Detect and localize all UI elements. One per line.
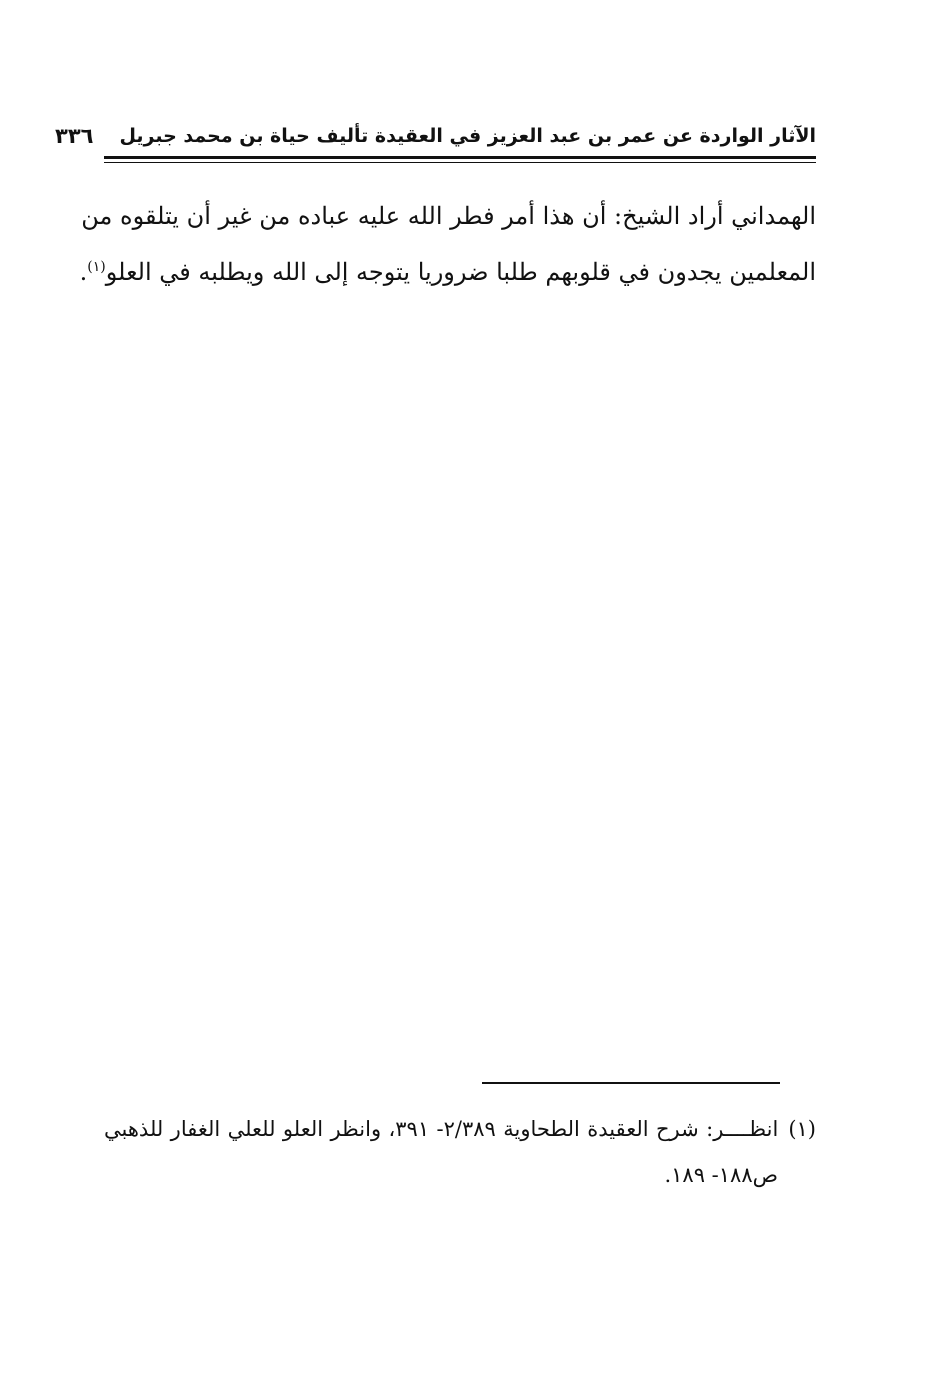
footnote-separator xyxy=(482,1082,780,1084)
body-line-2 xyxy=(79,244,816,300)
running-header xyxy=(55,118,816,154)
header-rule-thick xyxy=(104,156,816,159)
footnote-marker: (١) xyxy=(788,1117,816,1141)
body-line-2-text: المعلمين يجدون في قلوبهم طلبا ضروريا يتوجه إلى الله ويطلبه في العلو xyxy=(105,258,816,286)
page-number: ٣٣٦ xyxy=(55,124,94,148)
body-text xyxy=(79,188,816,300)
header-rule-thin xyxy=(104,162,816,163)
footnote-line-2: ص١٨٨- ١٨٩. xyxy=(664,1163,778,1187)
footnote-line-1 xyxy=(104,1106,816,1152)
body-line-2-end: . xyxy=(79,258,88,286)
header-title: الآثار الواردة عن عمر بن عبد العزيز في العقيدة تأليف حياة بن محمد جبريل xyxy=(119,125,816,147)
footnote-line-1-text: انظــــر: شرح العقيدة الطحاوية ٢/٣٨٩- ٣٩١، وانظر العلو للعلي الغفار للذهبي xyxy=(104,1117,779,1141)
footnotes xyxy=(104,1106,816,1198)
body-line-1: الهمداني أراد الشيخ: أن هذا أمر فطر الله عليه عباده من غير أن يتلقوه من xyxy=(81,202,816,230)
footnote-reference: (١) xyxy=(87,259,106,275)
